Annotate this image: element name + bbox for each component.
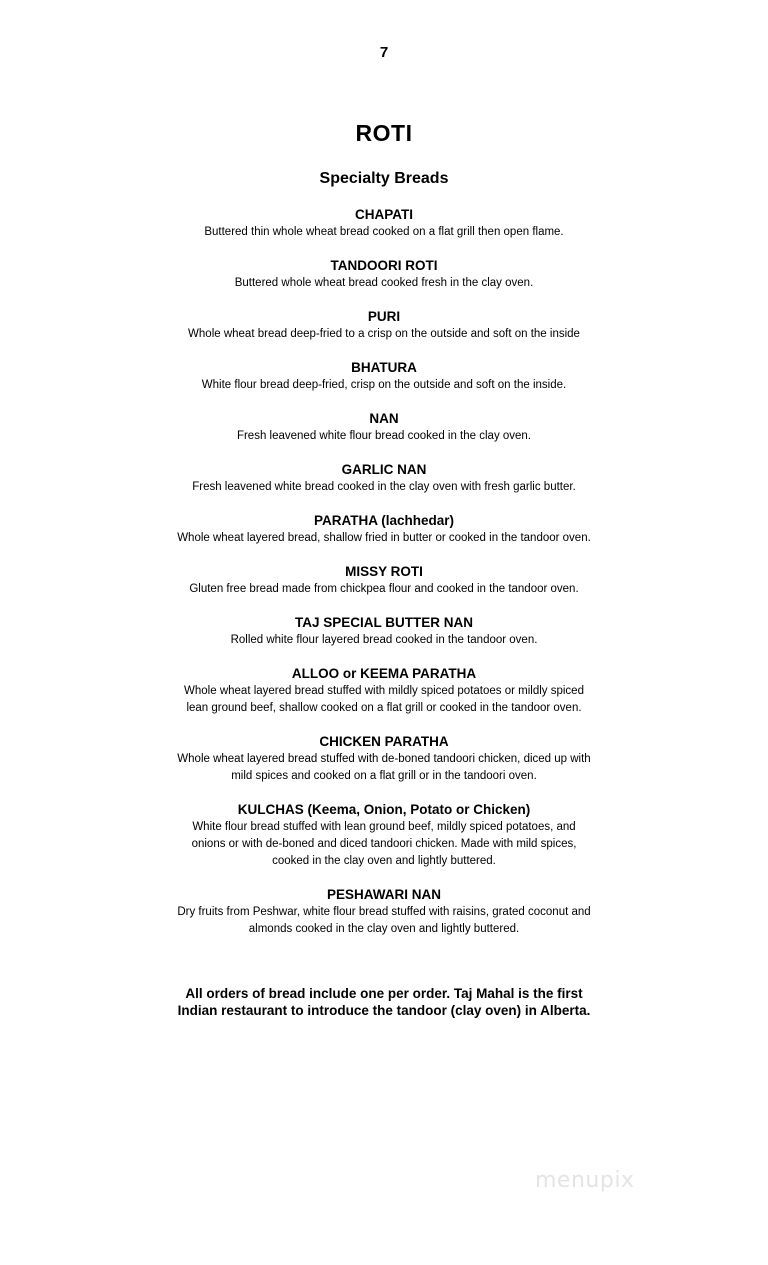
menu-item bbox=[176, 886, 592, 938]
menu-item bbox=[176, 665, 592, 717]
menu-item-description: Rolled white flour layered bread cooked in the tandoor oven. bbox=[230, 634, 538, 646]
menu-item-description: Fresh leavened white flour bread cooked in the clay oven. bbox=[236, 430, 532, 442]
footer-note: All orders of bread include one per order. Taj Mahal is the first Indian restaurant to introduce the tandoor (clay oven) in Alberta. bbox=[177, 986, 591, 1018]
menu-item-description: Buttered thin whole wheat bread cooked on a flat grill then open flame. bbox=[204, 226, 564, 238]
menu-item-description: Gluten free bread made from chickpea flour and cooked in the tandoor oven. bbox=[189, 583, 579, 595]
menu-item bbox=[176, 512, 592, 547]
menu-item bbox=[176, 563, 592, 598]
menu-item-name: TAJ SPECIAL BUTTER NAN bbox=[294, 615, 473, 630]
menu-item-description: Whole wheat bread deep-fried to a crisp on the outside and soft on the inside bbox=[188, 328, 580, 340]
menu-item-name: PESHAWARI NAN bbox=[326, 887, 441, 902]
menu-item bbox=[176, 206, 592, 241]
menu-item-description: Whole wheat layered bread stuffed with de-boned tandoori chicken, diced up with mild spices and cooked on a flat grill or in the tandoori oven. bbox=[177, 753, 591, 782]
menu-item bbox=[176, 801, 592, 870]
menu-item-description: Whole wheat layered bread stuffed with mildly spiced potatoes or mildly spiced lean ground beef, shallow cooked on a flat grill or cooked in the tandoor oven. bbox=[184, 685, 584, 714]
menu-item bbox=[176, 308, 592, 343]
menu-item-name: TANDOORI ROTI bbox=[330, 258, 438, 273]
menu-item-description: White flour bread stuffed with lean ground beef, mildly spiced potatoes, and onions or with de-boned and diced tandoori chicken. Made with mild spices, cooked in the clay oven and lightly buttered. bbox=[191, 821, 577, 867]
menu-item bbox=[176, 461, 592, 496]
menu-item-name: GARLIC NAN bbox=[341, 462, 427, 477]
menu-item-name: CHAPATI bbox=[355, 207, 413, 222]
menu-item-description: Dry fruits from Peshwar, white flour bread stuffed with raisins, grated coconut and almonds cooked in the clay oven and lightly buttered. bbox=[177, 906, 591, 935]
menu-item-description: Fresh leavened white bread cooked in the clay oven with fresh garlic butter. bbox=[192, 481, 576, 493]
menu-item bbox=[176, 733, 592, 785]
section-subtitle: Specialty Breads bbox=[319, 170, 449, 187]
menu-item-name: ALLOO or KEEMA PARATHA bbox=[291, 666, 477, 681]
menu-item-name: BHATURA bbox=[351, 360, 417, 375]
page-number: 7 bbox=[379, 44, 389, 61]
menu-item-description: Whole wheat layered bread, shallow fried in butter or cooked in the tandoor oven. bbox=[177, 532, 591, 544]
menu-item-name: KULCHAS (Keema, Onion, Potato or Chicken) bbox=[237, 802, 531, 817]
menu-item bbox=[176, 410, 592, 445]
menu-item-description: Buttered whole wheat bread cooked fresh in the clay oven. bbox=[234, 277, 534, 289]
section-title: ROTI bbox=[355, 120, 413, 146]
menu-item-name: MISSY ROTI bbox=[345, 564, 423, 579]
menu-item-name: CHICKEN PARATHA bbox=[319, 734, 449, 749]
menu-item bbox=[176, 257, 592, 292]
menu-item-name: PURI bbox=[367, 309, 401, 324]
watermark-logo: menupix bbox=[535, 1168, 635, 1193]
menu-item bbox=[176, 614, 592, 649]
menu-item-name: PARATHA (lachhedar) bbox=[313, 513, 454, 528]
menu-items-list bbox=[176, 206, 592, 954]
menu-item bbox=[176, 359, 592, 394]
menu-item-name: NAN bbox=[369, 411, 399, 426]
menu-item-description: White flour bread deep-fried, crisp on the outside and soft on the inside. bbox=[201, 379, 567, 391]
